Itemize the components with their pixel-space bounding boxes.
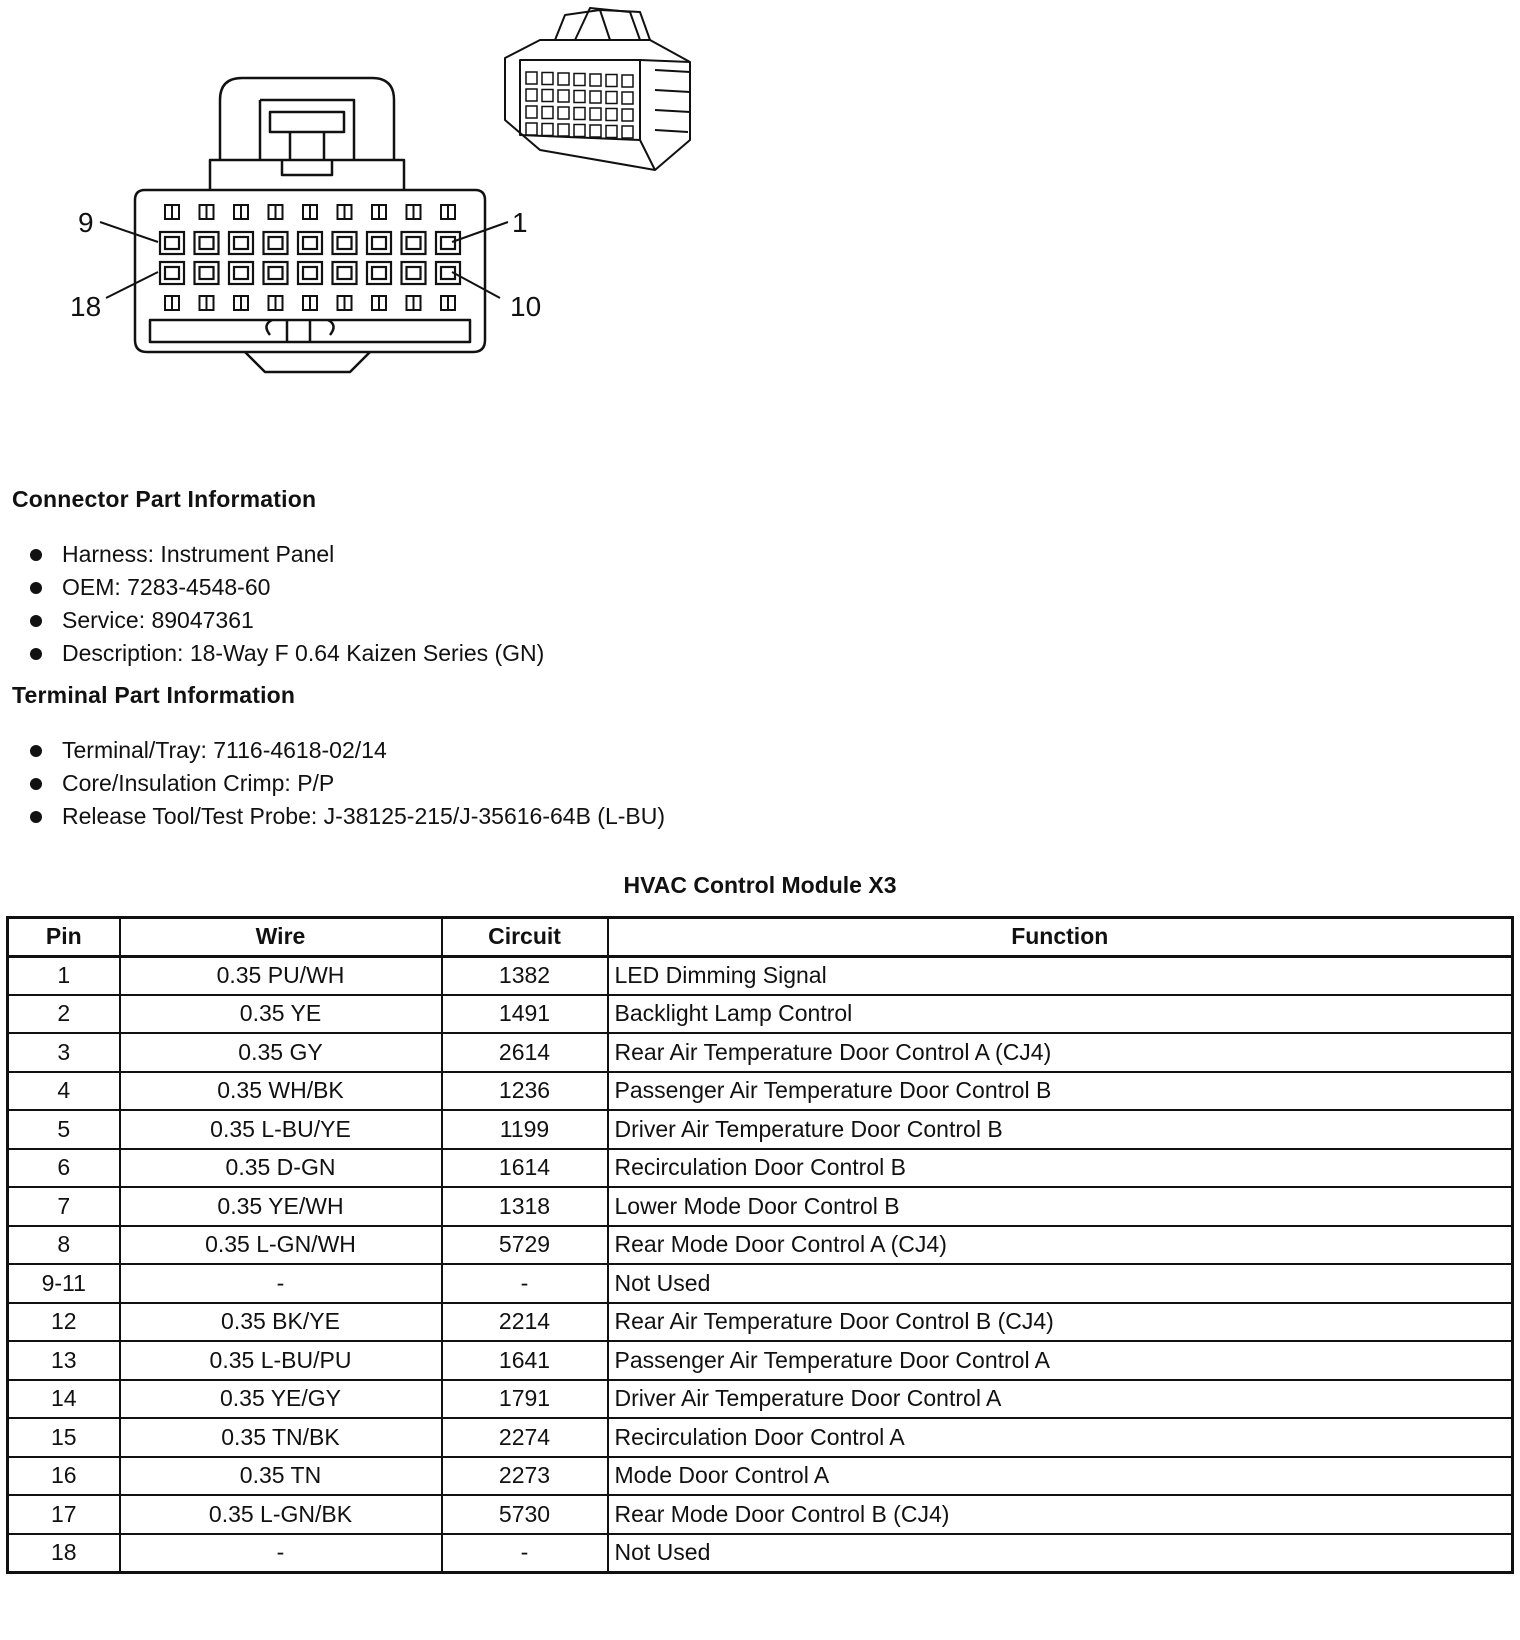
table-row [8, 1495, 1513, 1534]
iso-cavity [574, 125, 585, 137]
cell-pin: 5 [8, 1110, 120, 1149]
iso-cavity [526, 89, 537, 101]
cell-circuit: 1791 [442, 1380, 608, 1419]
cell-circuit: 2273 [442, 1457, 608, 1496]
header-function: Function [608, 918, 1513, 957]
cell-circuit: 1641 [442, 1341, 608, 1380]
iso-cavity [542, 90, 553, 102]
cell-wire: 0.35 L-GN/BK [120, 1495, 442, 1534]
iso-cavity [574, 91, 585, 103]
cell-function: Driver Air Temperature Door Control B [608, 1110, 1513, 1149]
cell-circuit: 2274 [442, 1418, 608, 1457]
cell-function: LED Dimming Signal [608, 956, 1513, 995]
connector-cavity [402, 262, 426, 284]
iso-cavity [590, 108, 601, 120]
cell-pin: 13 [8, 1341, 120, 1380]
table-header-row [8, 918, 1513, 957]
connector-part-item: Service: 89047361 [30, 604, 544, 637]
terminal-part-item: Release Tool/Test Probe: J-38125-215/J-35616-64B (L-BU) [30, 800, 665, 833]
cell-function: Recirculation Door Control B [608, 1149, 1513, 1188]
pin-label-1: 1 [512, 207, 528, 238]
pin-label-10: 10 [510, 291, 542, 322]
cell-pin: 14 [8, 1380, 120, 1419]
iso-cavity [590, 91, 601, 103]
terminal-part-item: Terminal/Tray: 7116-4618-02/14 [30, 734, 665, 767]
iso-cavity [590, 74, 601, 86]
cell-circuit: 2614 [442, 1033, 608, 1072]
cell-wire: 0.35 YE/WH [120, 1187, 442, 1226]
table-row [8, 1457, 1513, 1496]
cell-function: Rear Mode Door Control B (CJ4) [608, 1495, 1513, 1534]
table-row [8, 1187, 1513, 1226]
cell-function: Passenger Air Temperature Door Control B [608, 1072, 1513, 1111]
iso-cavity [558, 107, 569, 119]
cell-wire: 0.35 PU/WH [120, 956, 442, 995]
iso-cavity [526, 123, 537, 135]
iso-cavity [542, 73, 553, 85]
table-row [8, 1226, 1513, 1265]
connector-cavity [264, 262, 288, 284]
cell-pin: 12 [8, 1303, 120, 1342]
cell-wire: 0.35 L-BU/PU [120, 1341, 442, 1380]
cell-circuit: 1491 [442, 995, 608, 1034]
iso-cavity [606, 109, 617, 121]
cell-wire: 0.35 L-BU/YE [120, 1110, 442, 1149]
table-row [8, 956, 1513, 995]
cell-function: Backlight Lamp Control [608, 995, 1513, 1034]
table-row [8, 1380, 1513, 1419]
connector-part-list [30, 538, 544, 670]
connector-cavity-inner [234, 267, 248, 279]
iso-cavity [622, 92, 633, 104]
connector-cavity-inner [200, 237, 214, 249]
header-pin: Pin [8, 918, 120, 957]
iso-cavity [574, 74, 585, 86]
table-row [8, 1341, 1513, 1380]
header-circuit: Circuit [442, 918, 608, 957]
connector-cavity [333, 232, 357, 254]
connector-cavity-inner [372, 237, 386, 249]
iso-cavity [558, 90, 569, 102]
connector-cavity [160, 232, 184, 254]
header-wire: Wire [120, 918, 442, 957]
cell-circuit: 1199 [442, 1110, 608, 1149]
iso-cavity [558, 124, 569, 136]
connector-cavity-inner [269, 267, 283, 279]
connector-cavity [160, 262, 184, 284]
terminal-part-item: Core/Insulation Crimp: P/P [30, 767, 665, 800]
cell-wire: 0.35 D-GN [120, 1149, 442, 1188]
table-row [8, 1303, 1513, 1342]
cell-function: Lower Mode Door Control B [608, 1187, 1513, 1226]
connector-cavity [264, 232, 288, 254]
connector-cavity [367, 262, 391, 284]
connector-cavity [367, 232, 391, 254]
cell-wire: 0.35 YE [120, 995, 442, 1034]
iso-cavity [542, 124, 553, 136]
cell-circuit: 1236 [442, 1072, 608, 1111]
connector-cavity-inner [338, 237, 352, 249]
table-row [8, 1264, 1513, 1303]
connector-cavity [229, 262, 253, 284]
cell-wire: 0.35 TN/BK [120, 1418, 442, 1457]
cell-pin: 16 [8, 1457, 120, 1496]
cell-pin: 18 [8, 1534, 120, 1573]
table-row [8, 1033, 1513, 1072]
pinout-table [6, 916, 1514, 1574]
cell-function: Driver Air Temperature Door Control A [608, 1380, 1513, 1419]
pin-label-9: 9 [78, 207, 94, 238]
connector-cavity-inner [165, 267, 179, 279]
table-row [8, 995, 1513, 1034]
cell-pin: 8 [8, 1226, 120, 1265]
connector-cavity [298, 262, 322, 284]
terminal-part-list [30, 734, 665, 833]
iso-cavity [542, 107, 553, 119]
connector-part-item: Description: 18-Way F 0.64 Kaizen Series (GN) [30, 637, 544, 670]
connector-cavity [195, 262, 219, 284]
connector-cavity-inner [441, 237, 455, 249]
cell-function: Mode Door Control A [608, 1457, 1513, 1496]
cell-pin: 6 [8, 1149, 120, 1188]
connector-cavity-inner [234, 237, 248, 249]
connector-cavity-inner [407, 267, 421, 279]
terminal-part-heading: Terminal Part Information [12, 682, 296, 708]
cell-function: Not Used [608, 1534, 1513, 1573]
connector-cavity-inner [372, 267, 386, 279]
cell-wire: - [120, 1534, 442, 1573]
connector-cavity-inner [407, 237, 421, 249]
connector-part-item: Harness: Instrument Panel [30, 538, 544, 571]
connector-part-item: OEM: 7283-4548-60 [30, 571, 544, 604]
iso-cavity [558, 73, 569, 85]
cell-circuit: 5729 [442, 1226, 608, 1265]
iso-cavity [622, 109, 633, 121]
table-row [8, 1072, 1513, 1111]
cell-pin: 9-11 [8, 1264, 120, 1303]
connector-cavity-inner [269, 237, 283, 249]
iso-cavity [526, 72, 537, 84]
cell-pin: 3 [8, 1033, 120, 1072]
connector-cavity [195, 232, 219, 254]
cell-pin: 4 [8, 1072, 120, 1111]
connector-cavity-inner [303, 237, 317, 249]
connector-cavity [298, 232, 322, 254]
cell-function: Recirculation Door Control A [608, 1418, 1513, 1457]
iso-cavity [574, 108, 585, 120]
cell-circuit: 2214 [442, 1303, 608, 1342]
cell-circuit: - [442, 1264, 608, 1303]
connector-cavity [229, 232, 253, 254]
connector-cavity [436, 262, 460, 284]
table-title: HVAC Control Module X3 [623, 872, 897, 898]
iso-cavity [606, 126, 617, 138]
iso-cavity [590, 125, 601, 137]
cell-pin: 7 [8, 1187, 120, 1226]
cell-pin: 1 [8, 956, 120, 995]
iso-cavity [526, 106, 537, 118]
cell-wire: 0.35 L-GN/WH [120, 1226, 442, 1265]
connector-cavity-inner [303, 267, 317, 279]
connector-diagram [0, 0, 720, 400]
cell-pin: 17 [8, 1495, 120, 1534]
cell-pin: 2 [8, 995, 120, 1034]
iso-cavity [606, 92, 617, 104]
connector-cavity-inner [338, 267, 352, 279]
table-row [8, 1149, 1513, 1188]
table-row [8, 1534, 1513, 1573]
iso-cavity [622, 75, 633, 87]
cell-function: Rear Mode Door Control A (CJ4) [608, 1226, 1513, 1265]
connector-cavity [333, 262, 357, 284]
cell-circuit: 1614 [442, 1149, 608, 1188]
cell-circuit: 1382 [442, 956, 608, 995]
cell-circuit: 1318 [442, 1187, 608, 1226]
cell-wire: 0.35 WH/BK [120, 1072, 442, 1111]
cell-function: Not Used [608, 1264, 1513, 1303]
iso-cavity [606, 75, 617, 87]
cell-function: Passenger Air Temperature Door Control A [608, 1341, 1513, 1380]
pin-label-18: 18 [70, 291, 102, 322]
table-row [8, 1110, 1513, 1149]
cell-wire: 0.35 YE/GY [120, 1380, 442, 1419]
cell-wire: 0.35 TN [120, 1457, 442, 1496]
cell-function: Rear Air Temperature Door Control B (CJ4) [608, 1303, 1513, 1342]
connector-cavity-inner [165, 237, 179, 249]
connector-part-heading: Connector Part Information [12, 486, 317, 512]
cell-wire: - [120, 1264, 442, 1303]
table-row [8, 1418, 1513, 1457]
cell-function: Rear Air Temperature Door Control A (CJ4) [608, 1033, 1513, 1072]
cell-circuit: 5730 [442, 1495, 608, 1534]
cell-wire: 0.35 GY [120, 1033, 442, 1072]
iso-cavity [622, 126, 633, 138]
connector-cavity [436, 232, 460, 254]
connector-cavity [402, 232, 426, 254]
cell-wire: 0.35 BK/YE [120, 1303, 442, 1342]
connector-cavity-inner [200, 267, 214, 279]
cell-pin: 15 [8, 1418, 120, 1457]
cell-circuit: - [442, 1534, 608, 1573]
